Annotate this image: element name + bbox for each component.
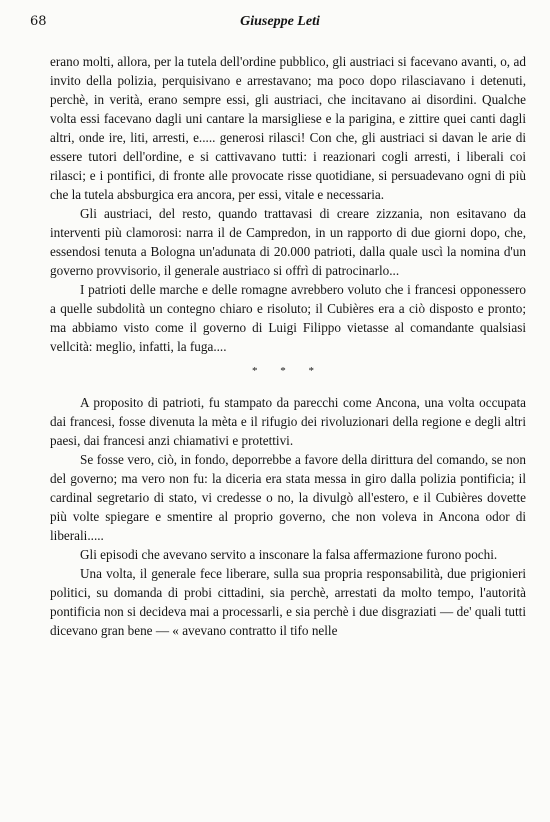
paragraph-2: Gli austriaci, del resto, quando trattavasi di creare zizzania, non esitavano da interventi più clamorosi: narra il de Campredon, in un rapporto di due giorni dopo, che, essendosi tenuta a Bologna un'adunata di 20.000 patrioti, dalla quale uscì la nomina d'un governo provvisorio, il generale austriaco si offrì di patrocinarlo... (50, 206, 526, 278)
paragraph-3: I patrioti delle marche e delle romagne avrebbero voluto che i francesi opponessero a quelle subdolità un contegno chiaro e risoluto; il Cubières era a ciò disposto e pronto; ma abbiamo visto come il governo di Luigi Filippo vietasse al comandante qualsiasi vellcità: meglio, infatti, la fuga.... (50, 282, 526, 354)
page-number: 68 (30, 14, 47, 29)
paragraph-7: Una volta, il generale fece liberare, sulla sua propria responsabilità, due prigionieri politici, su domanda di probi cittadini, sia perchè, arrestati da molto tempo, l'autorità pontificia non si decideva mai a processarli, e sia perchè i due disgraziati — de' quali tutti dicevano gran bene — « avevano contratto il tifo nelle (50, 566, 526, 638)
page-header (30, 14, 530, 36)
section-separator: * * * (252, 365, 324, 377)
paragraph-4: A proposito di patrioti, fu stampato da parecchi come Ancona, una volta occupata dai francesi, fosse divenuta la mèta e il rifugio dei rivoluzionari della regione e degli altri paesi, dai francesi anzi chiamativi e protettivi. (50, 395, 526, 448)
body-text (50, 52, 526, 640)
paragraph-1: erano molti, allora, per la tutela dell'ordine pubblico, gli austriaci si facevano avanti, o, ad invito della polizia, perquisivano e arrestavano; ma poco dopo rilasciavano i detenuti, perchè, in verità, erano sempre essi, gli austriaci, che incitavano ai disordini. Qualche volta essi facevano dagli uni cantare la marsigliese e la parigina, e zittire quei canti dagli altri, onde ire, liti, arresti, e..... generosi rilasci! Con che, gli austriaci si davan le arie di essere tutori dell'ordine, e si cattivavano tutti: i reazionari cogli arresti, i liberali coi rilasci; e i pontifici, di fronte alle provocate risse quotidiane, si persuadevano ogni di più che la tutela absburgica era ancora, per essi, vitale e necessaria. (50, 54, 526, 202)
paragraph-5: Se fosse vero, ciò, in fondo, deporrebbe a favore della dirittura del comando, se non del governo; ma vero non fu: la diceria era stata messa in giro dalla polizia pontificia; il cardinal segretario di stato, vi credesse o no, la divulgò all'estero, e il Cubières dovette più volte spiegare e smentire al proprio governo, che non voleva in Ancona odor di liberali..... (50, 452, 526, 543)
paragraph-6: Gli episodi che avevano servito a insconare la falsa affermazione furono pochi. (80, 547, 498, 562)
running-title: Giuseppe Leti (240, 14, 320, 29)
